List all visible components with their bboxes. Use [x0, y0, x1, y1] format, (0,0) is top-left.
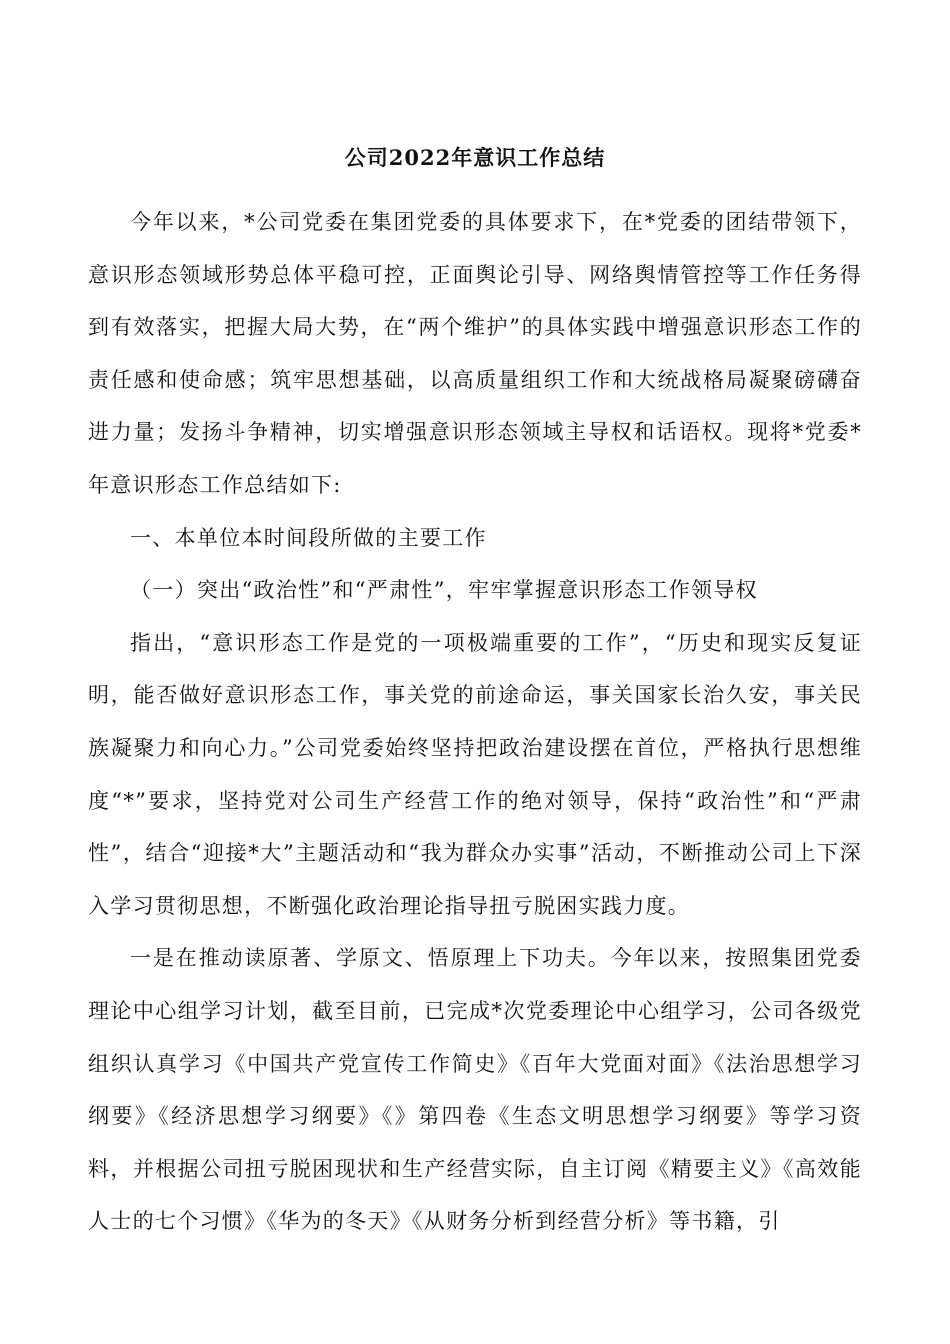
- document-title: 公司2022年意识工作总结: [344, 145, 606, 170]
- section-heading: 一、本单位本时间段所做的主要工作: [130, 525, 487, 550]
- intro-paragraph: 今年以来，*公司党委在集团党委的具体要求下，在*党委的团结带领下，意识形态领域形势总体平稳可控，正面舆论引导、网络舆情管控等工作任务得到有效落实，把握大局大势，在“两个维护”的具体实践中增强意识形态工作的责任感和使命感；筑牢思想基础，以高质量组织工作和大统战格局凝聚磅礴奋进力量；发扬斗争精神，切实增强意识形态领域主导权和话语权。现将*党委*年意识形态工作总结如下:: [88, 210, 862, 497]
- body-paragraph: 一是在推动读原著、学原文、悟原理上下功夫。今年以来，按照集团党委理论中心组学习计划，截至目前，已完成*次党委理论中心组学习，公司各级党组织认真学习《中国共产党宣传工作简史》《百年大党面对面》《法治思想学习纲要》《经济思想学习纲要》《》第四卷《生态文明思想学习纲要》等学习资料，并根据公司扭亏脱困现状和生产经营实际，自主订阅《精要主义》《高效能人士的七个习惯》《华为的冬天》《从财务分析到经营分析》等书籍，引: [88, 946, 862, 1234]
- body-paragraph: 指出，“意识形态工作是党的一项极端重要的工作”，“历史和现实反复证明，能否做好意识形态工作，事关党的前途命运，事关国家长治久安，事关民族凝聚力和向心力。”公司党委始终坚持把政治建设摆在首位，严格执行思想维度“*”要求，坚持党对公司生产经营工作的绝对领导，保持“政治性”和“严肃性”，结合“迎接*大”主题活动和“我为群众办实事”活动，不断推动公司上下深入学习贯彻思想，不断强化政治理论指导扭亏脱困实践力度。: [88, 630, 862, 918]
- subsection-heading: （一）突出“政治性”和“严肃性”，牢牢掌握意识形态工作领导权: [130, 578, 758, 603]
- document-body: [88, 196, 862, 1248]
